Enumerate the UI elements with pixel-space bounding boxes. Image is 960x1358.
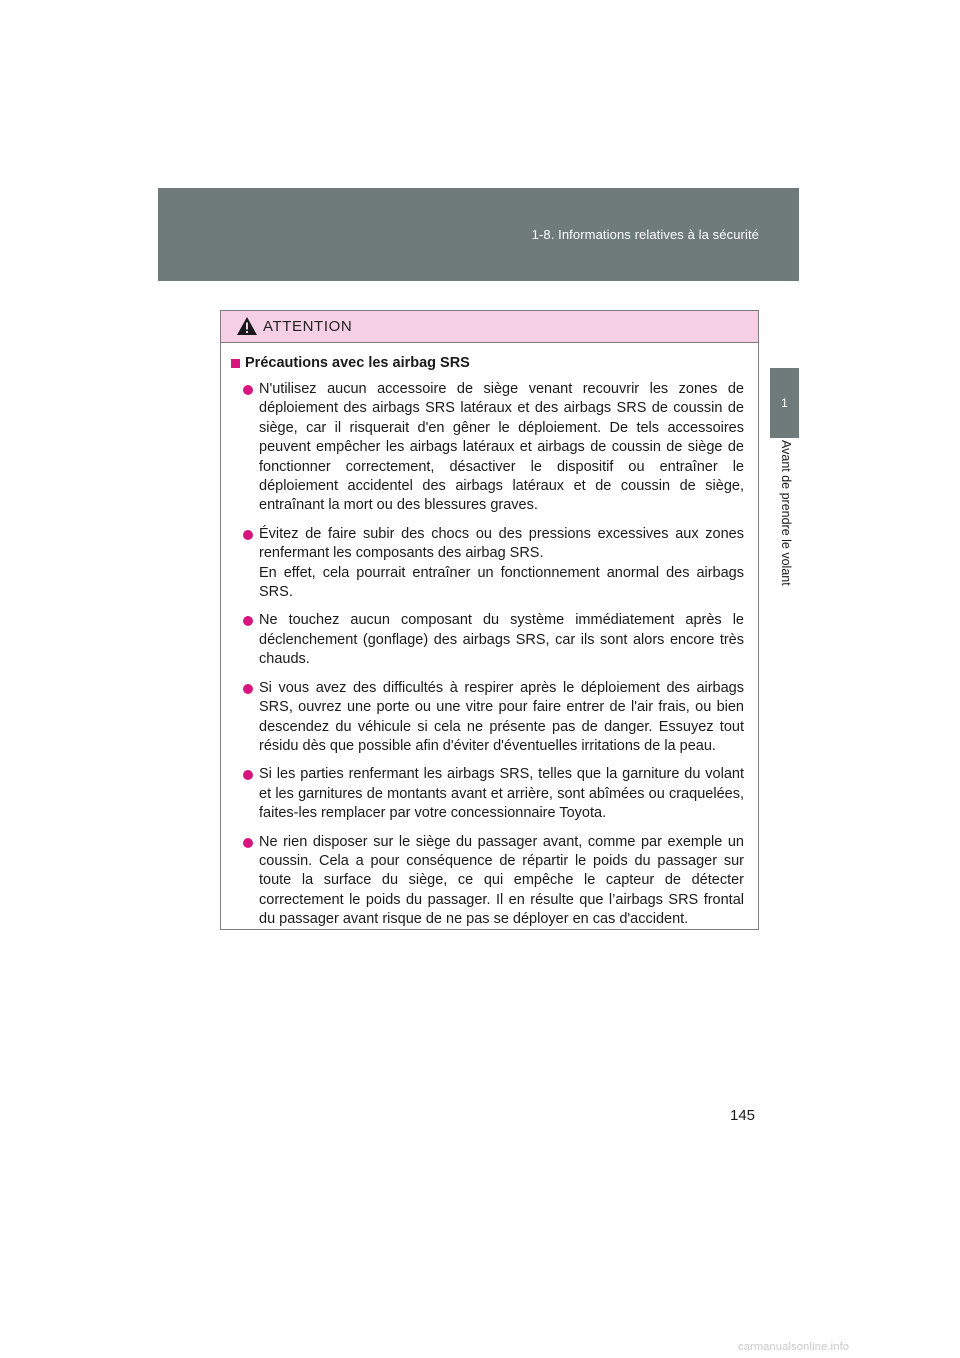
paragraph: Si les parties renfermant les airbags SRS, telles que la garniture du volant et les garnitures de montants avant et arrière, sont abîmées ou craquelées, faites-les remplacer par votre concessionnaire Toyota. [259, 766, 744, 822]
list-item-text [259, 380, 744, 516]
circle-bullet-icon [243, 770, 253, 780]
circle-bullet-icon [243, 616, 253, 626]
side-tab-number: 1 [770, 368, 799, 438]
list-item-text [259, 611, 744, 669]
circle-bullet-icon [243, 530, 253, 540]
paragraph: N'utilisez aucun accessoire de siège venant recouvrir les zones de déploiement des airbags SRS latéraux et des airbags SRS de coussin de siège, car il risquerait d'en gêner le déploiement. De tels accessoires peuvent empêcher les airbags latéraux et airbags de coussin de siège de fonctionner correctement, désactiver le dispositif ou entraîner le déploiement accidentel des airbags latéraux et de coussin de siège, entraînant la mort ou des blessures graves. [259, 381, 744, 514]
paragraph: Ne rien disposer sur le siège du passager avant, comme par exemple un coussin. Cela a pour conséquence de répartir le poids du passager sur toute la surface du siège, ce qui empêche le capteur de détecter correctement le poids du passager. Il en résulte que l’airbags SRS frontal du passager avant risque de ne pas se déployer en cas d'accident. [259, 833, 744, 928]
list-item-text [259, 679, 744, 757]
paragraph: Évitez de faire subir des chocs ou des pressions excessives aux zones renfermant les composants des airbag SRS. [259, 525, 744, 562]
circle-bullet-icon [243, 684, 253, 694]
list-item [243, 380, 744, 516]
square-bullet-icon [231, 359, 240, 368]
warning-header [221, 311, 758, 343]
list-item [243, 525, 744, 603]
section-title-text: Précautions avec les airbag SRS [245, 355, 470, 371]
side-tab-label: Avant de prendre le volant [778, 440, 793, 586]
list-item-text [259, 833, 744, 930]
circle-bullet-icon [243, 838, 253, 848]
paragraph: En effet, cela pourrait entraîner un fonctionnement anormal des airbags SRS. [259, 564, 744, 601]
warning-triangle-icon [236, 316, 258, 336]
warning-box [220, 310, 759, 930]
paragraph: Ne touchez aucun composant du système immédiatement après le déclenchement (gonflage) des airbags SRS, car ils sont alors encore très chauds. [259, 612, 744, 668]
warning-label: ATTENTION [263, 318, 353, 335]
section-title [231, 355, 744, 371]
page-number: 145 [730, 1107, 756, 1124]
watermark: carmanualsonline.info [738, 1341, 850, 1353]
chapter-title: 1-8. Informations relatives à la sécurité [531, 227, 759, 242]
list-item [243, 679, 744, 757]
warning-body [221, 343, 758, 930]
chapter-header-band [158, 188, 799, 281]
list-item-text [259, 765, 744, 823]
list-item [243, 833, 744, 930]
list-item [243, 611, 744, 669]
list-item-text [259, 525, 744, 603]
circle-bullet-icon [243, 385, 253, 395]
side-tab [770, 440, 799, 620]
list-item [243, 765, 744, 823]
paragraph: Si vous avez des difficultés à respirer après le déploiement des airbags SRS, ouvrez une porte ou une vitre pour faire entrer de l'air frais, ou bien descendez du véhicule si cela ne présente pas de danger. Essuyez tout résidu dès que possible afin d'éviter d'éventuelles irritations de la peau. [259, 679, 744, 754]
